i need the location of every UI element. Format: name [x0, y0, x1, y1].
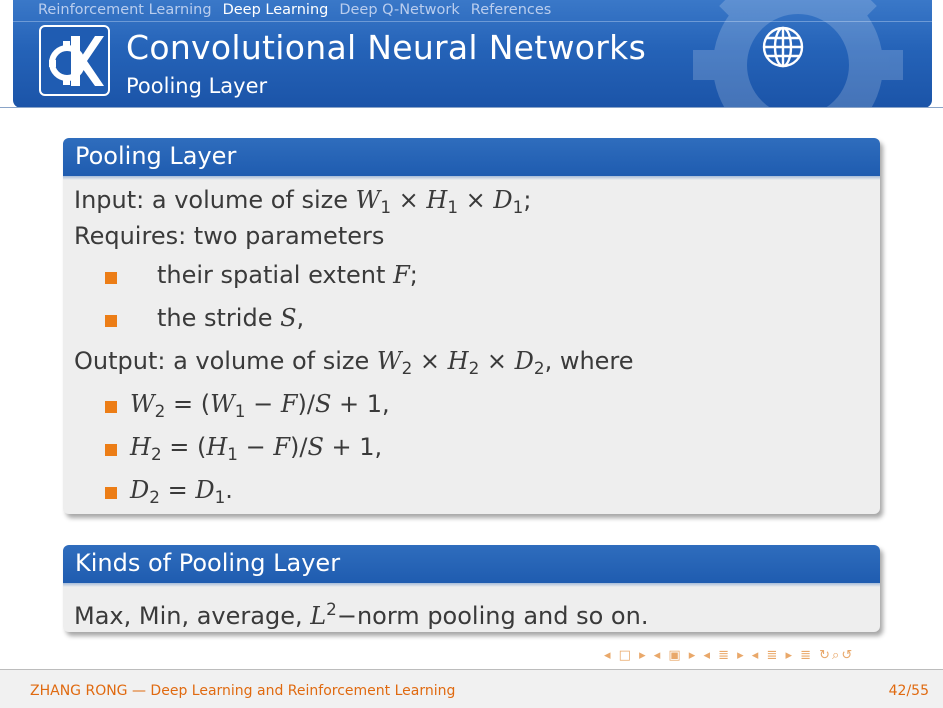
- header-rule: [0, 107, 943, 108]
- output-label: Output: a volume of size: [74, 347, 377, 375]
- list-item: their spatial extent F;: [74, 254, 869, 297]
- slide-header: [13, 0, 932, 108]
- formula-width: $W_2 = (W_1 - F)/S + 1$,: [74, 383, 869, 426]
- kde-logo-icon: [41, 27, 108, 94]
- param-extent-text: their spatial extent: [157, 261, 394, 289]
- section-navigation: [38, 2, 562, 18]
- footer-author-title: ZHANG RONG — Deep Learning and Reinforcement Learning: [30, 683, 456, 699]
- slide-subtitle: Pooling Layer: [126, 74, 268, 98]
- requires-line: Requires: two parameters: [74, 222, 385, 250]
- input-label: Input: a volume of size: [74, 186, 356, 214]
- formula-height: $H_2 = (H_1 - F)/S + 1$,: [74, 426, 869, 469]
- param-stride-text: the stride: [157, 304, 281, 332]
- globe-icon: [761, 25, 805, 69]
- block-body: [63, 176, 880, 520]
- pooling-layer-block: [63, 138, 880, 514]
- nav-item-references[interactable]: References: [470, 2, 552, 18]
- nav-item-reinforcement-learning[interactable]: Reinforcement Learning: [38, 2, 212, 18]
- pooling-kinds-prefix: Max, Min, average,: [74, 602, 311, 631]
- kde-logo: [39, 25, 110, 96]
- nav-item-deep-q-network[interactable]: Deep Q-Network: [339, 2, 460, 18]
- list-item: the stride S,: [74, 297, 869, 340]
- pooling-kinds-text: Max, Min, average, $L^2-norm$ pooling and so on.: [74, 599, 649, 631]
- pooling-kinds-suffix: −norm pooling and so on.: [336, 602, 649, 631]
- block-body: [63, 583, 880, 635]
- formula-depth: $D_2 = D_1$.: [74, 469, 869, 512]
- output-suffix: , where: [544, 347, 634, 375]
- page-number: 42/55: [888, 683, 929, 699]
- beamer-navigation-icons[interactable]: ◂ □ ▸ ◂ ▣ ▸ ◂ ≣ ▸ ◂ ≣ ▸ ≣ ↻⌕↺: [604, 648, 855, 663]
- block-title: Kinds of Pooling Layer: [63, 545, 880, 583]
- input-line: Input: a volume of size $W_1 \times H_1 \times D_1$;: [74, 186, 532, 218]
- kinds-of-pooling-block: [63, 545, 880, 632]
- block-title: Pooling Layer: [63, 138, 880, 176]
- nav-item-deep-learning[interactable]: Deep Learning: [222, 2, 329, 18]
- output-line: Output: a volume of size $W_2 \times H_2 \times D_2$, where: [74, 347, 634, 379]
- slide-title: Convolutional Neural Networks: [126, 28, 647, 67]
